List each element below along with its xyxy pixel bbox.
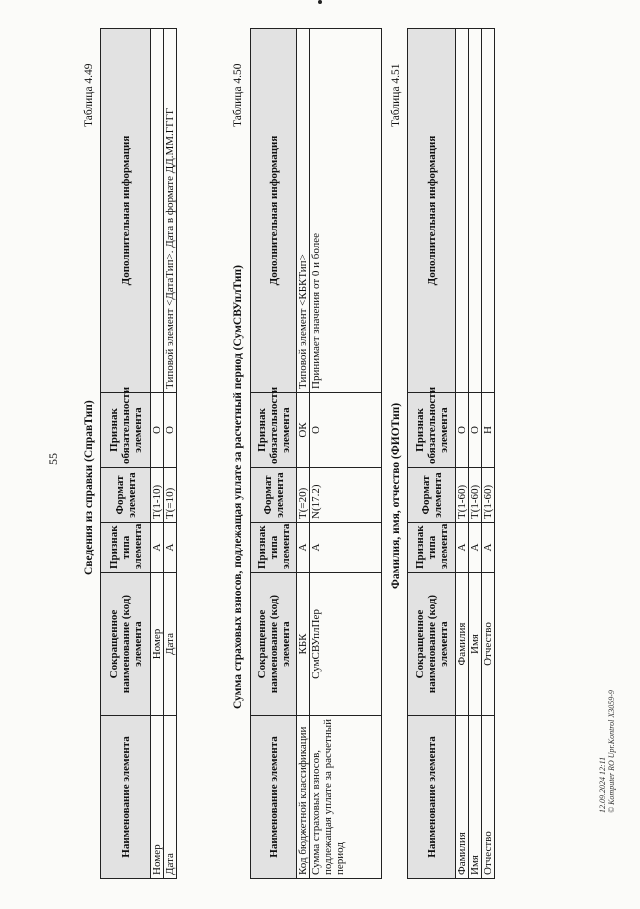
print-timestamp: 12.09.2024 12:11 bbox=[598, 756, 607, 813]
table-title-4-51: Фамилия, имя, отчество (ФИОТип) bbox=[390, 402, 402, 589]
table-row bbox=[310, 29, 382, 879]
header-cell: Наименование элемента bbox=[408, 716, 456, 879]
table-header-row bbox=[408, 29, 456, 879]
table-cell: T(=20) bbox=[297, 468, 310, 523]
header-cell: Формат элемента bbox=[101, 468, 151, 523]
table-header-row bbox=[101, 29, 151, 879]
table-cell: О bbox=[456, 393, 469, 468]
table-cell: А bbox=[164, 523, 177, 573]
table-cell: СумСВУплПер bbox=[310, 573, 382, 716]
table-cell: T(1-10) bbox=[151, 468, 164, 523]
page-number: 55 bbox=[46, 453, 60, 465]
table-cell: Дата bbox=[164, 573, 177, 716]
table-4-49 bbox=[100, 28, 177, 879]
table-row bbox=[456, 29, 469, 879]
table-cell: N(17.2) bbox=[310, 468, 382, 523]
table-cell: О bbox=[164, 393, 177, 468]
header-cell: Признак обязательности элемента bbox=[251, 393, 297, 468]
table-row bbox=[297, 29, 310, 879]
table-cell: О bbox=[310, 393, 382, 468]
table-cell: Отчество bbox=[482, 716, 495, 879]
table-caption-4-49: Таблица 4.49 bbox=[83, 63, 95, 127]
table-cell: T(=10) bbox=[164, 468, 177, 523]
table-cell: Сумма страховых взносов, подлежащая уплате за расчетный период bbox=[310, 716, 382, 879]
table-row bbox=[164, 29, 177, 879]
table-cell: О bbox=[469, 393, 482, 468]
table-cell: Типовой элемент <ДатаТип>. Дата в формате ДД.ММ.ГГГГ bbox=[164, 29, 177, 393]
table-cell: Фамилия bbox=[456, 573, 469, 716]
header-cell: Дополнительная информация bbox=[101, 29, 151, 393]
table-cell: А bbox=[151, 523, 164, 573]
table-cell bbox=[482, 29, 495, 393]
header-cell: Признак типа элемента bbox=[251, 523, 297, 573]
header-cell: Наименование элемента bbox=[251, 716, 297, 879]
table-cell: КБК bbox=[297, 573, 310, 716]
header-cell: Признак обязательности элемента bbox=[101, 393, 151, 468]
header-cell: Признак типа элемента bbox=[101, 523, 151, 573]
table-cell: Принимает значения от 0 и более bbox=[310, 29, 382, 393]
header-cell: Дополнительная информация bbox=[251, 29, 297, 393]
table-cell: Код бюджетной классификации bbox=[297, 716, 310, 879]
table-cell: T(1-60) bbox=[456, 468, 469, 523]
table-4-50 bbox=[250, 28, 382, 879]
header-cell: Формат элемента bbox=[251, 468, 297, 523]
table-cell: Имя bbox=[469, 716, 482, 879]
table-cell: Номер bbox=[151, 716, 164, 879]
table-cell bbox=[151, 29, 164, 393]
table-cell: Дата bbox=[164, 716, 177, 879]
table-cell: Отчество bbox=[482, 573, 495, 716]
table-cell: ОК bbox=[297, 393, 310, 468]
header-cell: Формат элемента bbox=[408, 468, 456, 523]
table-cell: Н bbox=[482, 393, 495, 468]
table-row bbox=[151, 29, 164, 879]
header-cell: Наименование элемента bbox=[101, 716, 151, 879]
table-row bbox=[482, 29, 495, 879]
table-title-4-50: Сумма страховых взносов, подлежащая уплате за расчетный период (СумСВУплТип) bbox=[232, 264, 244, 709]
print-source: © Komputer RO Upr.Kontrol X3059-9 bbox=[607, 690, 616, 813]
table-cell: О bbox=[151, 393, 164, 468]
table-cell: Фамилия bbox=[456, 716, 469, 879]
table-cell: T(1-60) bbox=[482, 468, 495, 523]
header-cell: Сокращенное наименование (код) элемента bbox=[408, 573, 456, 716]
header-cell: Дополнительная информация bbox=[408, 29, 456, 393]
table-row bbox=[469, 29, 482, 879]
table-cell: Типовой элемент <КБКТип> bbox=[297, 29, 310, 393]
table-cell: А bbox=[456, 523, 469, 573]
table-title-4-49: Сведения из справки (СправТип) bbox=[83, 400, 95, 575]
table-cell bbox=[456, 29, 469, 393]
header-cell: Признак обязательности элемента bbox=[408, 393, 456, 468]
table-header-row bbox=[251, 29, 297, 879]
table-cell: Номер bbox=[151, 573, 164, 716]
table-cell: А bbox=[482, 523, 495, 573]
table-caption-4-51: Таблица 4.51 bbox=[390, 63, 402, 127]
header-cell: Сокращенное наименование (код) элемента bbox=[101, 573, 151, 716]
header-cell: Сокращенное наименование (код) элемента bbox=[251, 573, 297, 716]
print-footer bbox=[598, 690, 616, 813]
table-cell: А bbox=[297, 523, 310, 573]
table-4-51 bbox=[407, 28, 495, 879]
header-cell: Признак типа элемента bbox=[408, 523, 456, 573]
table-cell bbox=[469, 29, 482, 393]
table-cell: T(1-60) bbox=[469, 468, 482, 523]
table-cell: А bbox=[469, 523, 482, 573]
table-caption-4-50: Таблица 4.50 bbox=[232, 63, 244, 127]
table-cell: Имя bbox=[469, 573, 482, 716]
table-cell: А bbox=[310, 523, 382, 573]
